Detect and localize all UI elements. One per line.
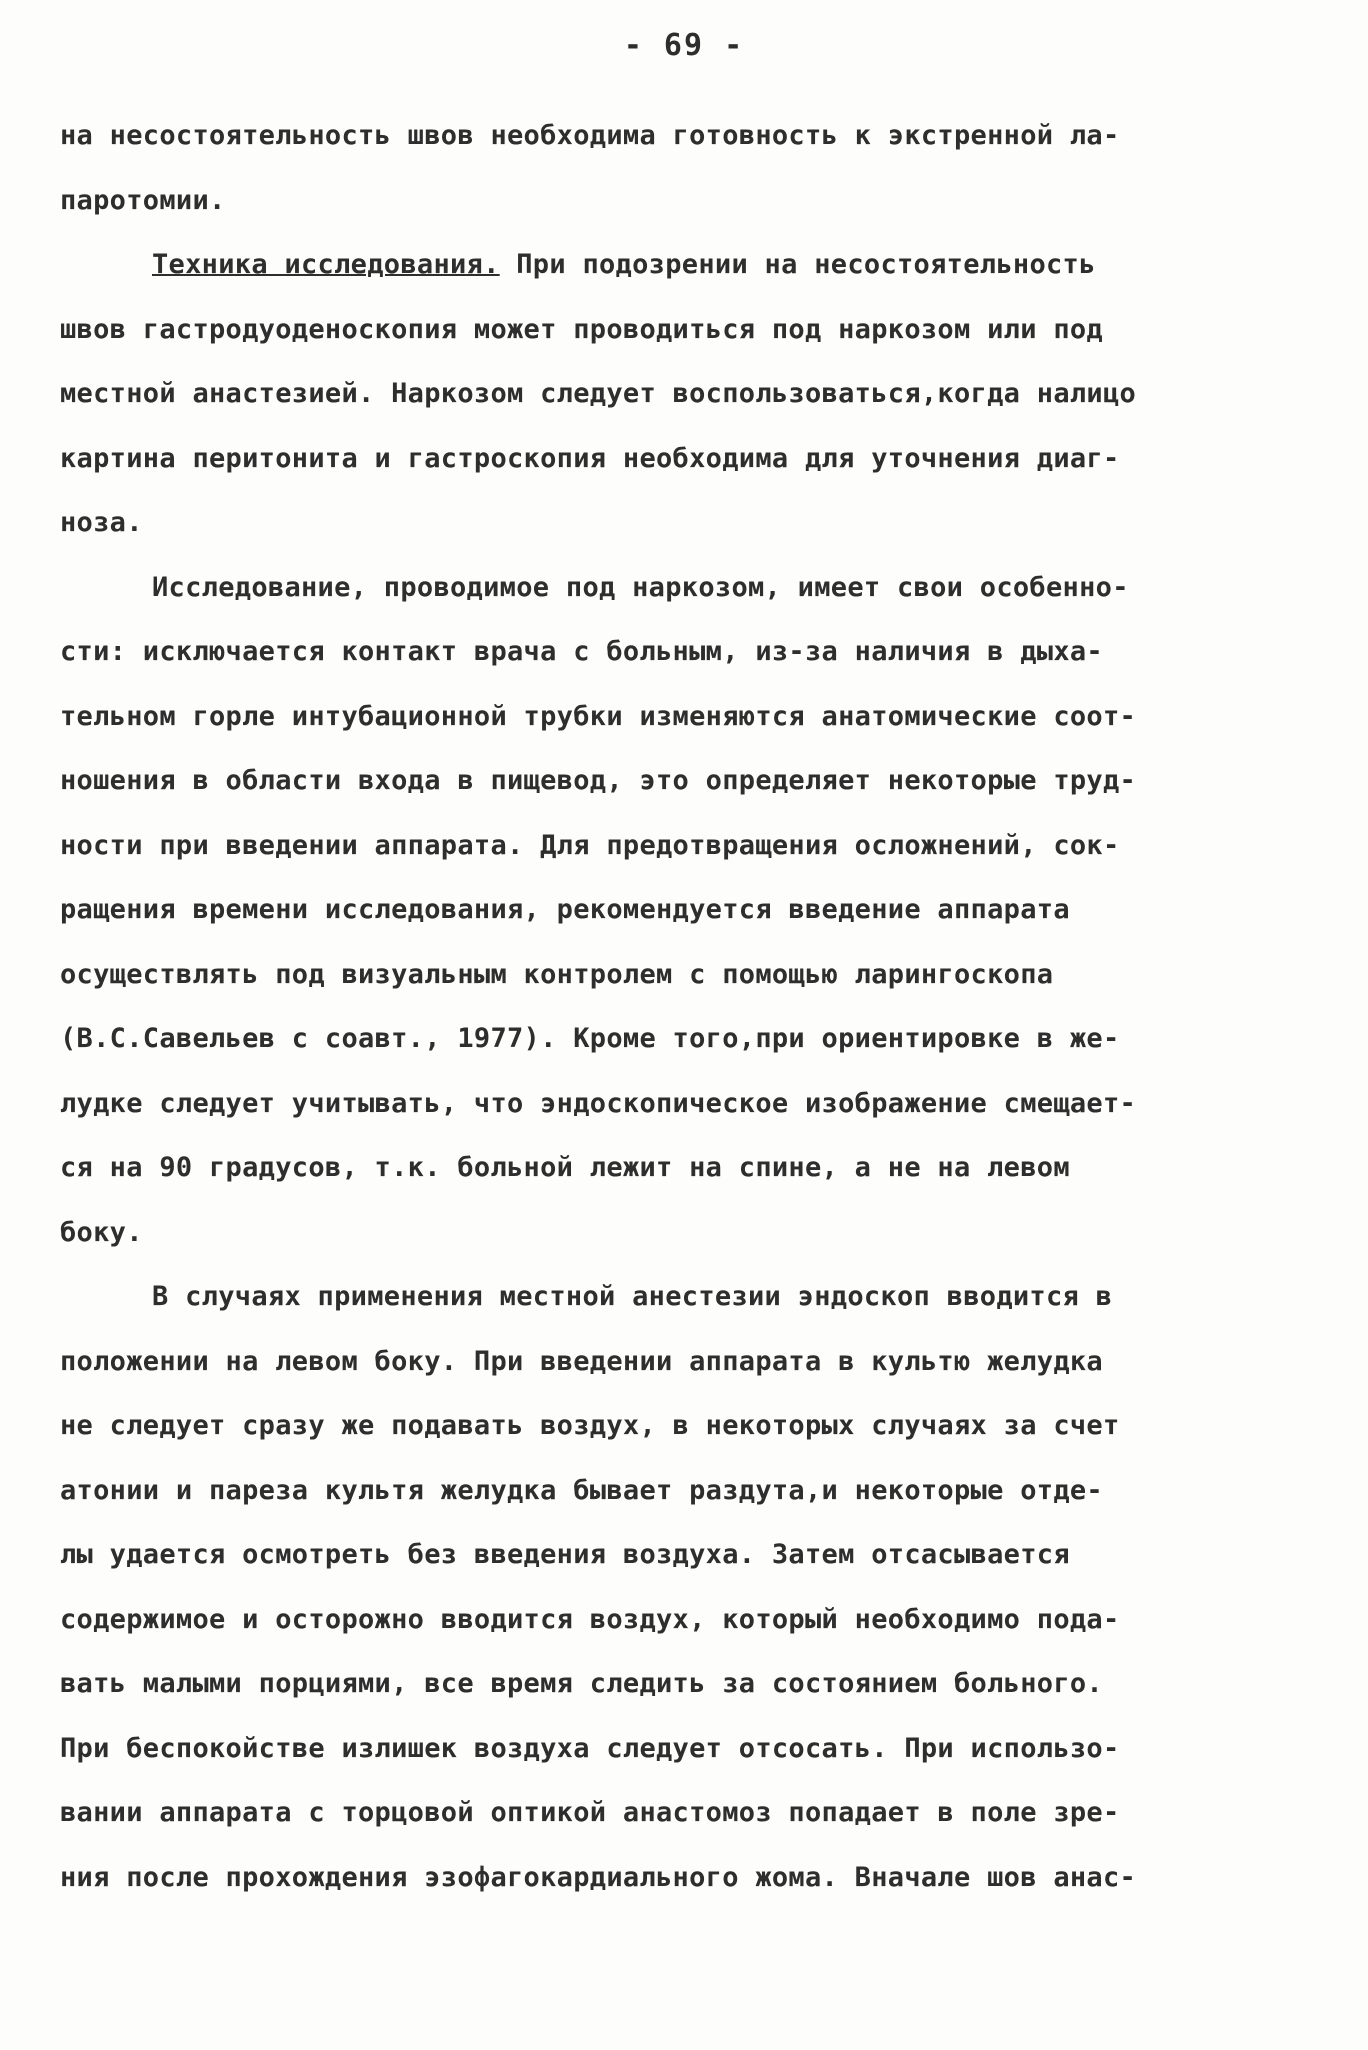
section-heading: Техника исследования.: [152, 249, 500, 280]
text-line: ности при введении аппарата. Для предотвращения осложнений, сок-: [60, 829, 1120, 861]
text-line: сти: исключается контакт врача с больным, из-за наличия в дыха-: [60, 636, 1103, 667]
text-line: ноза.: [60, 507, 143, 538]
text-line: вать малыми порциями, все время следить за состоянием больного.: [60, 1668, 1103, 1699]
text-line: на несостоятельность швов необходима готовность к экстренной ла-: [60, 120, 1120, 151]
text-line: лудке следует учитывать, что эндоскопическое изображение смещает-: [60, 1087, 1137, 1119]
text-line: В случаях применения местной анестезии эндоскоп вводится в: [152, 1281, 1113, 1312]
text-line: ращения времени исследования, рекомендуется введение аппарата: [60, 894, 1070, 925]
text-line: лы удается осмотреть без введения воздуха. Затем отсасывается: [60, 1539, 1070, 1570]
text-line: содержимое и осторожно вводится воздух, который необходимо пода-: [60, 1603, 1120, 1635]
text-line: (В.С.Савельев с соавт., 1977). Кроме того,при ориентировке в же-: [60, 1023, 1120, 1054]
text-line: атонии и пареза культя желудка бывает раздута,и некоторые отде-: [60, 1474, 1103, 1506]
text-line-rest: При подозрении на несостоятельность: [499, 249, 1096, 280]
text-line: ся на 90 градусов, т.к. больной лежит на спине, а не на левом: [60, 1152, 1070, 1183]
text-line: положении на левом боку. При введении аппарата в культю желудка: [60, 1345, 1103, 1377]
text-line: Исследование, проводимое под наркозом, имеет свои особенно-: [152, 571, 1129, 603]
text-line: осуществлять под визуальным контролем с помощью ларингоскопа: [60, 958, 1054, 990]
text-line: ношения в области входа в пищевод, это определяет некоторые труд-: [60, 765, 1137, 796]
text-line: картина перитонита и гастроскопия необходима для уточнения диаг-: [60, 442, 1120, 474]
text-line: [60, 233, 1310, 298]
text-line: тельном горле интубационной трубки изменяются анатомические соот-: [60, 700, 1137, 732]
text-line: швов гастродуоденоскопия может проводиться под наркозом или под: [60, 313, 1103, 345]
page-number: - 69 -: [623, 28, 745, 63]
text-line: вании аппарата с торцовой оптикой анастомоз попадает в поле зре-: [60, 1797, 1120, 1828]
body-text: [60, 104, 1310, 1910]
text-line: При беспокойстве излишек воздуха следует отсосать. При использо-: [60, 1732, 1120, 1764]
text-line: боку.: [60, 1216, 143, 1248]
text-line: местной анастезией. Наркозом следует воспользоваться,когда налицо: [60, 378, 1137, 409]
text-line: паротомии.: [60, 184, 226, 216]
text-line: ния после прохождения эзофагокардиального жома. Вначале шов анас-: [60, 1861, 1137, 1893]
text-line: не следует сразу же подавать воздух, в некоторых случаях за счет: [60, 1410, 1120, 1441]
